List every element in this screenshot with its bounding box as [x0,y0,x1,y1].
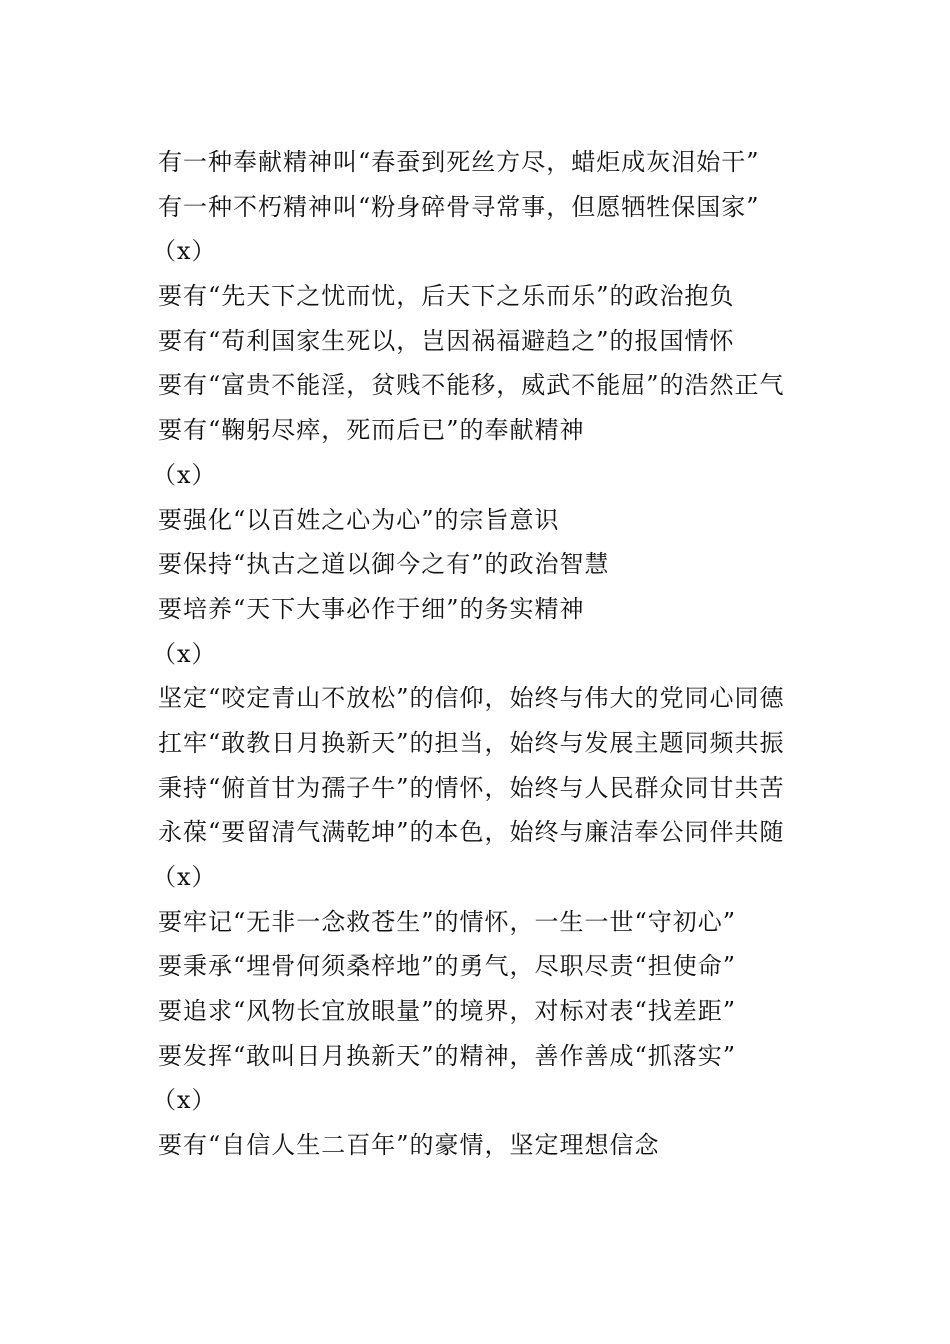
text-line: 坚定“咬定青山不放松”的信仰，始终与伟大的党同心同德 [158,684,785,713]
section-marker: （x） [152,863,217,891]
text-line: 要有“鞠躬尽瘁，死而后已”的奉献精神 [158,416,585,445]
text-line: 要培养“天下大事必作于细”的务实精神 [158,594,585,623]
section-marker: （x） [152,460,217,489]
section-marker: （x） [152,237,217,266]
text-line: 要有“富贵不能淫，贫贱不能移，威武不能屈”的浩然正气 [158,371,785,400]
text-line: 扛牢“敢教日月换新天”的担当，始终与发展主题同频共振 [158,728,785,757]
section-marker: （x） [152,639,217,668]
text-line: 要有“自信人生二百年”的豪情，坚定理想信念 [158,1131,660,1160]
text-line: 要有“苟利国家生死以，岂因祸福避趋之”的报国情怀 [158,326,735,355]
text-line: 有一种不朽精神叫“粉身碎骨寻常事，但愿牺牲保国家” [158,192,760,221]
text-line: 要发挥“敢叫日月换新天”的精神，善作善成“抓落实” [158,1041,737,1070]
text-line: 要追求“风物长宜放眼量”的境界，对标对表“找差距” [158,997,737,1026]
text-line: 要强化“以百姓之心为心”的宗旨意识 [158,505,560,534]
text-line: 要牢记“无非一念救苍生”的情怀，一生一世“守初心” [158,907,737,936]
text-line: 永葆“要留清气满乾坤”的本色，始终与廉洁奉公同伴共随 [158,818,785,847]
document-body [152,140,858,1168]
text-line: 有一种奉献精神叫“春蚕到死丝方尽，蜡炬成灰泪始干” [158,148,760,176]
text-line: 要秉承“埋骨何须桑梓地”的勇气，尽职尽责“担使命” [158,952,737,981]
text-line: 要保持“执古之道以御今之有”的政治智慧 [158,550,610,579]
text-line: 秉持“俯首甘为孺子牛”的情怀，始终与人民群众同甘共苦 [158,773,785,802]
section-marker: （x） [152,1086,217,1115]
text-line: 要有“先天下之忧而忧，后天下之乐而乐”的政治抱负 [158,282,735,311]
